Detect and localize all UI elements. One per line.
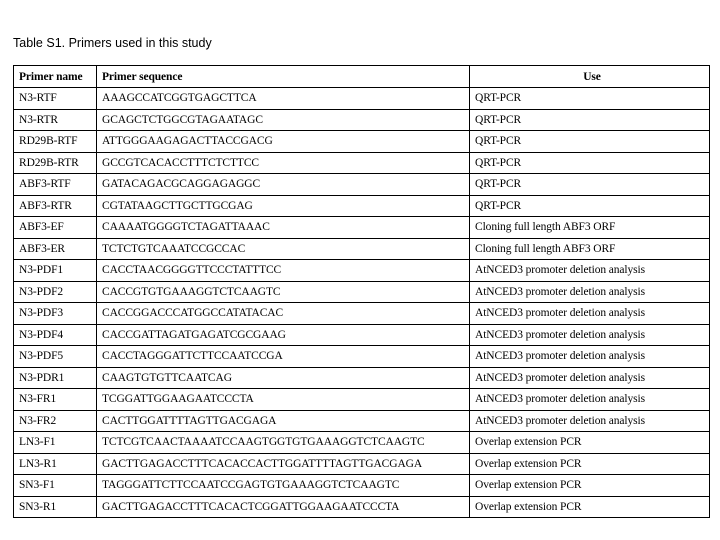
primer-use-cell: Cloning full length ABF3 ORF <box>470 217 710 239</box>
primer-use-cell: Overlap extension PCR <box>470 475 710 497</box>
primer-sequence-cell: GCCGTCACACCTTTCTCTTCC <box>97 152 470 174</box>
primer-use-cell: QRT-PCR <box>470 109 710 131</box>
header-primer-sequence: Primer sequence <box>97 66 470 88</box>
primer-use-cell: AtNCED3 promoter deletion analysis <box>470 303 710 325</box>
primer-name-cell: LN3-R1 <box>14 453 97 475</box>
primer-use-cell: QRT-PCR <box>470 88 710 110</box>
primer-name-cell: LN3-F1 <box>14 432 97 454</box>
primer-sequence-cell: TCTCGTCAACTAAAATCCAAGTGGTGTGAAAGGTCTCAAGTC <box>97 432 470 454</box>
table-row <box>14 260 710 282</box>
primer-sequence-cell: CAAGTGTGTTCAATCAG <box>97 367 470 389</box>
primer-use-cell: QRT-PCR <box>470 195 710 217</box>
primer-name-cell: N3-PDF1 <box>14 260 97 282</box>
primer-sequence-cell: CAAAATGGGGTCTAGATTAAAC <box>97 217 470 239</box>
primer-sequence-cell: CGTATAAGCTTGCTTGCGAG <box>97 195 470 217</box>
primer-use-cell: AtNCED3 promoter deletion analysis <box>470 346 710 368</box>
primer-sequence-cell: CACCGGACCCATGGCCATATACAC <box>97 303 470 325</box>
primer-sequence-cell: CACCTAACGGGGTTCCCTATTTCC <box>97 260 470 282</box>
header-use: Use <box>470 66 710 88</box>
table-row <box>14 475 710 497</box>
table-row <box>14 346 710 368</box>
primer-name-cell: ABF3-RTR <box>14 195 97 217</box>
primer-use-cell: AtNCED3 promoter deletion analysis <box>470 389 710 411</box>
primer-sequence-cell: TCTCTGTCAAATCCGCCAC <box>97 238 470 260</box>
table-row <box>14 88 710 110</box>
primer-name-cell: N3-PDF5 <box>14 346 97 368</box>
table-row <box>14 367 710 389</box>
primer-name-cell: RD29B-RTF <box>14 131 97 153</box>
table-row <box>14 432 710 454</box>
primer-name-cell: SN3-F1 <box>14 475 97 497</box>
primer-use-cell: AtNCED3 promoter deletion analysis <box>470 324 710 346</box>
primer-use-cell: AtNCED3 promoter deletion analysis <box>470 410 710 432</box>
header-row <box>14 66 710 88</box>
primer-use-cell: QRT-PCR <box>470 152 710 174</box>
table-row <box>14 238 710 260</box>
primer-sequence-cell: GATACAGACGCAGGAGAGGC <box>97 174 470 196</box>
primer-use-cell: AtNCED3 promoter deletion analysis <box>470 260 710 282</box>
table-row <box>14 195 710 217</box>
primer-use-cell: AtNCED3 promoter deletion analysis <box>470 281 710 303</box>
table-row <box>14 174 710 196</box>
primer-name-cell: N3-FR1 <box>14 389 97 411</box>
primer-sequence-cell: GCAGCTCTGGCGTAGAATAGC <box>97 109 470 131</box>
table-header <box>14 66 710 88</box>
table-row <box>14 131 710 153</box>
table-row <box>14 152 710 174</box>
primer-use-cell: QRT-PCR <box>470 174 710 196</box>
primer-sequence-cell: CACCTAGGGATTCTTCCAATCCGA <box>97 346 470 368</box>
table-row <box>14 303 710 325</box>
primer-name-cell: N3-FR2 <box>14 410 97 432</box>
primer-sequence-cell: CACCGTGTGAAAGGTCTCAAGTC <box>97 281 470 303</box>
table-row <box>14 217 710 239</box>
primer-table <box>13 65 710 518</box>
table-row <box>14 324 710 346</box>
table-row <box>14 410 710 432</box>
primer-sequence-cell: TCGGATTGGAAGAATCCCTA <box>97 389 470 411</box>
primer-sequence-cell: CACCGATTAGATGAGATCGCGAAG <box>97 324 470 346</box>
primer-use-cell: QRT-PCR <box>470 131 710 153</box>
table-body <box>14 88 710 518</box>
primer-name-cell: N3-RTF <box>14 88 97 110</box>
primer-use-cell: Overlap extension PCR <box>470 432 710 454</box>
primer-use-cell: Cloning full length ABF3 ORF <box>470 238 710 260</box>
primer-name-cell: N3-PDF2 <box>14 281 97 303</box>
table-caption: Table S1. Primers used in this study <box>13 36 212 50</box>
primer-name-cell: SN3-R1 <box>14 496 97 518</box>
primer-name-cell: N3-PDF3 <box>14 303 97 325</box>
primer-name-cell: ABF3-EF <box>14 217 97 239</box>
primer-sequence-cell: GACTTGAGACCTTTCACACTCGGATTGGAAGAATCCCTA <box>97 496 470 518</box>
primer-sequence-cell: AAAGCCATCGGTGAGCTTCA <box>97 88 470 110</box>
table-row <box>14 109 710 131</box>
primer-name-cell: RD29B-RTR <box>14 152 97 174</box>
primer-name-cell: N3-PDR1 <box>14 367 97 389</box>
primer-sequence-cell: ATTGGGAAGAGACTTACCGACG <box>97 131 470 153</box>
table-row <box>14 496 710 518</box>
primer-name-cell: N3-PDF4 <box>14 324 97 346</box>
primer-sequence-cell: GACTTGAGACCTTTCACACCACTTGGATTTTAGTTGACGAGA <box>97 453 470 475</box>
primer-name-cell: ABF3-ER <box>14 238 97 260</box>
primer-use-cell: Overlap extension PCR <box>470 453 710 475</box>
primer-name-cell: ABF3-RTF <box>14 174 97 196</box>
primer-sequence-cell: TAGGGATTCTTCCAATCCGAGTGTGAAAGGTCTCAAGTC <box>97 475 470 497</box>
table-row <box>14 389 710 411</box>
primer-use-cell: Overlap extension PCR <box>470 496 710 518</box>
primer-use-cell: AtNCED3 promoter deletion analysis <box>470 367 710 389</box>
table-row <box>14 453 710 475</box>
primer-name-cell: N3-RTR <box>14 109 97 131</box>
table-row <box>14 281 710 303</box>
header-primer-name: Primer name <box>14 66 97 88</box>
primer-sequence-cell: CACTTGGATTTTAGTTGACGAGA <box>97 410 470 432</box>
